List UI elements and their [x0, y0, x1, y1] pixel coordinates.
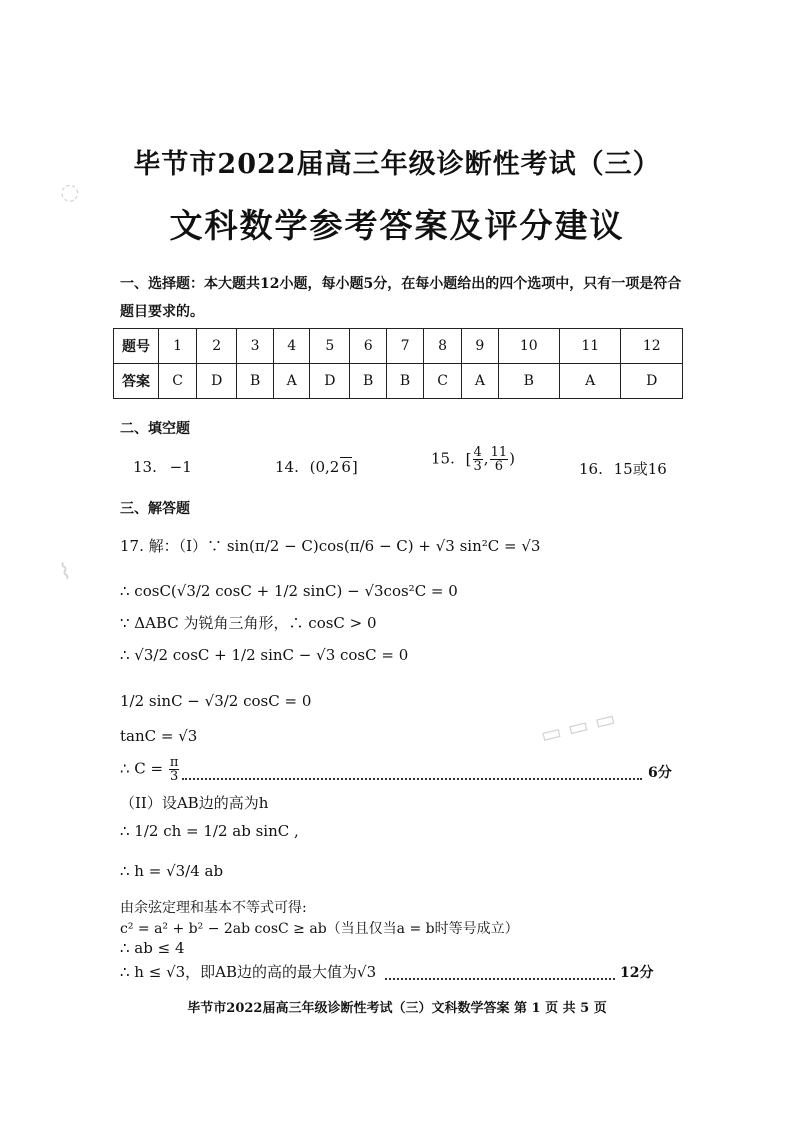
table-cell: 2	[197, 329, 237, 364]
answer-16	[579, 458, 667, 479]
section3-heading: 三、解答题	[120, 501, 190, 517]
answer-15	[431, 446, 515, 473]
table-cell: 1	[159, 329, 197, 364]
table-row-answers	[114, 364, 683, 399]
solution-line: ∴ 1/2 ch = 1/2 ab sinC ,	[120, 822, 299, 840]
answer-value: (0,2	[309, 458, 340, 476]
score-label: 12分	[620, 965, 654, 981]
score-label: 6分	[648, 765, 672, 781]
numerator: 4	[473, 445, 482, 460]
dotted-leader	[385, 958, 615, 980]
table-cell: 4	[274, 329, 310, 364]
solution-line: ∵ ΔABC 为锐角三角形，∴ cosC > 0	[120, 614, 377, 632]
solution-line: c² = a² + b² − 2ab cosC ≥ ab（当且仅当a = b时等号成立）	[120, 921, 519, 937]
solution-line: ∴ cosC(√3/2 cosC + 1/2 sinC) − √3cos²C = 0	[120, 582, 458, 600]
solution-line: 由余弦定理和基本不等式可得:	[120, 900, 307, 916]
table-cell: A	[274, 364, 310, 399]
scan-watermark: ⌇	[57, 559, 74, 586]
solution-line: （II）设AB边的高为h	[120, 794, 269, 812]
solution-line: ∴ h ≤ √3，即AB边的高的最大值为√3	[120, 963, 377, 981]
denominator: 3	[170, 769, 179, 784]
denominator: 6	[494, 459, 503, 474]
section2-heading: 二、填空题	[120, 421, 190, 437]
numerator: π	[169, 755, 179, 770]
scan-watermark: ◌	[57, 178, 82, 207]
table-cell: B	[387, 364, 424, 399]
table-cell: 8	[423, 329, 461, 364]
fraction	[169, 756, 180, 783]
answer-value: −1	[169, 458, 192, 476]
solution-line	[120, 535, 540, 556]
table-cell: D	[197, 364, 237, 399]
table-cell: C	[423, 364, 461, 399]
solution-line	[120, 756, 180, 783]
table-cell: B	[498, 364, 559, 399]
answer-table	[113, 328, 683, 399]
page-footer: 毕节市2022届高三年级诊断性考试（三）文科数学答案 第 1 页 共 5 页	[187, 1001, 607, 1016]
bracket-close: )	[509, 449, 515, 468]
dotted-leader	[182, 758, 642, 780]
table-cell: A	[462, 364, 498, 399]
table-cell: 7	[387, 329, 424, 364]
table-row-numbers	[114, 329, 683, 364]
document-title: 文科数学参考答案及评分建议	[169, 206, 625, 245]
table-cell: 5	[310, 329, 350, 364]
sqrt-value: 6	[341, 458, 351, 476]
solution-line: tanC = √3	[120, 727, 198, 745]
table-cell: 10	[498, 329, 559, 364]
scan-watermark: ▭ ▭ ▭	[538, 706, 619, 749]
comma: ,	[483, 449, 489, 468]
equation: sin(π/2 − C)cos(π/6 − C) + √3 sin²C = √3	[226, 537, 541, 555]
numerator: 11	[490, 445, 508, 460]
answer-value: 15或16	[613, 460, 667, 478]
solution-line: 1/2 sinC − √3/2 cosC = 0	[120, 692, 312, 710]
question-number: 14.	[275, 458, 299, 476]
question-intro: 17. 解：（Ⅰ）∵	[120, 537, 223, 555]
answer-value-suffix: ]	[351, 458, 358, 476]
denominator: 3	[473, 459, 482, 474]
row-label-number: 题号	[114, 329, 159, 364]
bracket-open: [	[465, 449, 472, 468]
fill-answers	[133, 445, 693, 488]
table-cell: B	[350, 364, 387, 399]
exam-title: 毕节市2022届高三年级诊断性考试（三）	[133, 149, 661, 180]
table-cell: D	[310, 364, 350, 399]
table-cell: 3	[237, 329, 274, 364]
question-number: 13.	[133, 458, 157, 476]
table-cell: 12	[621, 329, 683, 364]
solution-line: ∴ ab ≤ 4	[120, 939, 185, 957]
table-cell: 9	[462, 329, 498, 364]
table-cell: 6	[350, 329, 387, 364]
fraction	[490, 446, 509, 473]
solution-line: ∴ h = √3/4 ab	[120, 862, 224, 880]
question-number: 15.	[431, 449, 455, 468]
row-label-answer: 答案	[114, 364, 159, 399]
table-cell: C	[159, 364, 197, 399]
table-cell: 11	[560, 329, 621, 364]
answer-13	[133, 458, 192, 476]
section1-instructions: 一、选择题：本大题共12小题，每小题5分，在每小题给出的四个选项中，只有一项是符合题目要求的。	[120, 276, 682, 320]
equation-prefix: ∴ C =	[120, 759, 164, 778]
answer-14	[275, 458, 358, 476]
fraction	[473, 446, 483, 473]
question-number: 16.	[579, 460, 603, 478]
table-cell: D	[621, 364, 683, 399]
table-cell: A	[560, 364, 621, 399]
solution-line: ∴ √3/2 cosC + 1/2 sinC − √3 cosC = 0	[120, 646, 409, 664]
table-cell: B	[237, 364, 274, 399]
